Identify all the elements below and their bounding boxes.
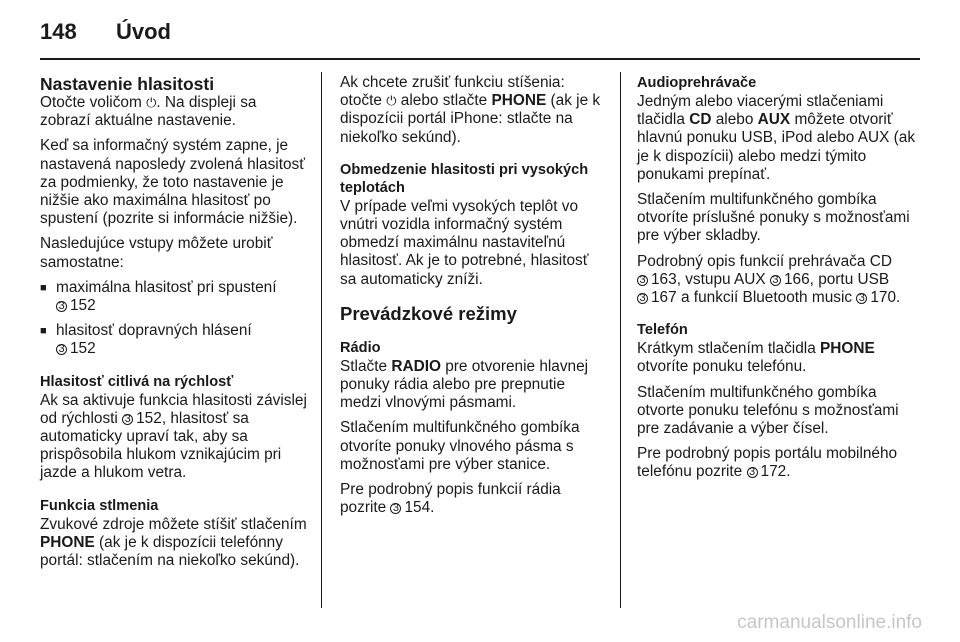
list-item (40, 279, 308, 315)
paragraph (637, 93, 922, 184)
text: 154 (404, 499, 431, 517)
text: môžete otvoriť hlavnú ponuku USB, iPod alebo AUX (ak je k dispozícii) alebo medzi týmito ponukami prepínať. (637, 111, 916, 183)
paragraph (637, 253, 922, 308)
text: Ak sa aktivuje funkcia hlasitosti závislej od rýchlosti (40, 391, 307, 427)
xref-arrow-icon: 3 (390, 503, 401, 514)
column-divider (321, 72, 322, 608)
text: , vstupu AUX (676, 270, 766, 288)
column-divider (620, 72, 621, 608)
key-label: PHONE (820, 340, 875, 358)
heading-volume: Nastavenie hlasitosti (40, 74, 215, 94)
column-1 (40, 74, 308, 577)
xref-arrow-icon: 3 (637, 275, 648, 286)
text: Stlačte (340, 357, 388, 375)
text: 172 (760, 463, 787, 481)
column-2 (340, 74, 608, 524)
text: 167 (651, 289, 677, 307)
text: a funkcií Bluetooth music (680, 289, 853, 307)
paragraph (637, 445, 922, 481)
paragraph: Stlačením multifunkčného gombíka otvoríte príslušné ponuky s možnosťami pre výber skladby. (637, 191, 910, 245)
xref-arrow-icon: 3 (770, 275, 781, 286)
text: maximálna hlasitosť pri spustení (56, 278, 277, 296)
paragraph (340, 74, 608, 147)
page-reference[interactable] (56, 340, 96, 357)
text: pre otvorenie hlavnej ponuky rádia alebo pre prepnutie medzi vlnovými pásmami. (340, 357, 589, 412)
paragraph: Stlačením multifunkčného gombíka otvorte ponuku telefónu s možnosťami pre zadávanie a výber čísel. (637, 383, 899, 438)
xref-arrow-icon: 3 (856, 293, 867, 304)
chapter-title: Úvod (116, 19, 171, 44)
text: 170 (870, 289, 897, 307)
paragraph: Nasledujúce vstupy môžete urobiť samostatne: (40, 235, 273, 271)
xref-arrow-icon: 3 (56, 301, 67, 312)
page-reference[interactable] (56, 297, 96, 314)
paragraph (340, 481, 608, 517)
page-reference[interactable] (637, 271, 677, 288)
text: Podrobný opis funkcií prehrávača CD (637, 252, 892, 270)
xref-arrow-icon: 3 (56, 344, 67, 355)
text: , hlasitosť sa automaticky upraví tak, aby sa prispôsobila hlukom vznikajúcim pri jazde a hlukom vetra. (40, 409, 282, 482)
heading-audio-players: Audioprehrávače (637, 75, 757, 91)
page-header (40, 14, 171, 50)
heading-temperature-limit: Obmedzenie hlasitosti pri vysokých teplotách (340, 161, 589, 196)
text: 152 (70, 297, 96, 315)
text: . Na displeji sa zobrazí aktuálne nastavenie. (40, 94, 257, 130)
page-reference[interactable] (122, 410, 162, 427)
text: Otočte voličom (40, 94, 142, 111)
list-item (40, 322, 308, 358)
text: (ak je k dispozícii telefónny portál: stlačením na niekoľko sekúnd). (40, 533, 300, 570)
key-label: PHONE (491, 92, 547, 110)
key-label: PHONE (40, 533, 95, 551)
text: Pre podrobný popis funkcií rádia pozrite (340, 481, 561, 517)
page-reference[interactable] (390, 499, 430, 516)
xref-arrow-icon: 3 (122, 414, 133, 425)
paragraph: Stlačením multifunkčného gombíka otvoríte ponuky vlnového pásma s možnosťami pre výber stanice. (340, 419, 580, 473)
column-3 (637, 74, 922, 489)
paragraph (340, 358, 608, 413)
bullet-list (40, 279, 308, 359)
paragraph (40, 392, 308, 483)
power-knob-icon: ⏻ (146, 95, 157, 110)
key-label: AUX (757, 111, 791, 129)
page-reference[interactable] (637, 289, 677, 306)
power-knob-icon: ⏻ (386, 93, 397, 109)
paragraph: V prípade veľmi vysokých teplôt vo vnútri vozidla informačný systém obmedzí maximálnu nastaviteľnú hlasitosť. Ak je to potrebné, hlasitosť sa automaticky zníži. (340, 197, 589, 288)
text: Pre podrobný popis portálu mobilného telefónu pozrite (637, 445, 898, 481)
page-number: 148 (40, 19, 77, 44)
heading-speed-volume: Hlasitosť citlivá na rýchlosť (40, 373, 234, 390)
watermark: carmanualsonline.info (737, 612, 922, 633)
text: alebo (715, 111, 754, 129)
text: 163 (651, 270, 677, 288)
text: Ak chcete zrušiť funkciu stíšenia: otočte (340, 74, 565, 110)
text: hlasitosť dopravných hlásení (56, 322, 252, 340)
page-reference[interactable] (747, 463, 787, 480)
paragraph (40, 94, 308, 130)
paragraph (40, 516, 308, 571)
text: . (430, 499, 435, 517)
section-title: Prevádzkové režimy (340, 302, 517, 324)
paragraph: Keď sa informačný systém zapne, je nastavená naposledy zvolená hlasitosť za podmienky, že toto nastavenie je nižšie ako maximálna hlasitosť po spustení (pozrite si informácie nižšie). (40, 137, 306, 228)
header-rule (40, 58, 920, 60)
paragraph (637, 340, 922, 376)
text: Zvukové zdroje môžete stíšiť stlačením (40, 515, 307, 533)
page-reference[interactable] (856, 289, 896, 306)
text: 152 (70, 340, 96, 358)
text: alebo stlačte (400, 92, 488, 110)
heading-mute: Funkcia stlmenia (40, 497, 159, 514)
heading-radio: Rádio (340, 339, 381, 356)
xref-arrow-icon: 3 (747, 467, 758, 478)
text: (ak je k dispozícii portál iPhone: stlačte na niekoľko sekúnd). (340, 92, 601, 146)
text: Krátkym stlačením tlačidla (637, 340, 816, 358)
key-label: RADIO (391, 357, 441, 375)
text: otvoríte ponuku telefónu. (637, 358, 807, 376)
text: 166 (783, 270, 810, 288)
heading-phone: Telefón (637, 322, 688, 339)
xref-arrow-icon: 3 (637, 293, 648, 304)
text: Jedným alebo viacerými stlačeniami tlačidla (637, 93, 884, 129)
text: 152 (136, 409, 162, 427)
text: , portu USB (809, 270, 890, 288)
page-reference[interactable] (770, 271, 810, 288)
text: . (786, 463, 791, 481)
text: . (896, 289, 901, 307)
key-label: CD (689, 111, 712, 129)
